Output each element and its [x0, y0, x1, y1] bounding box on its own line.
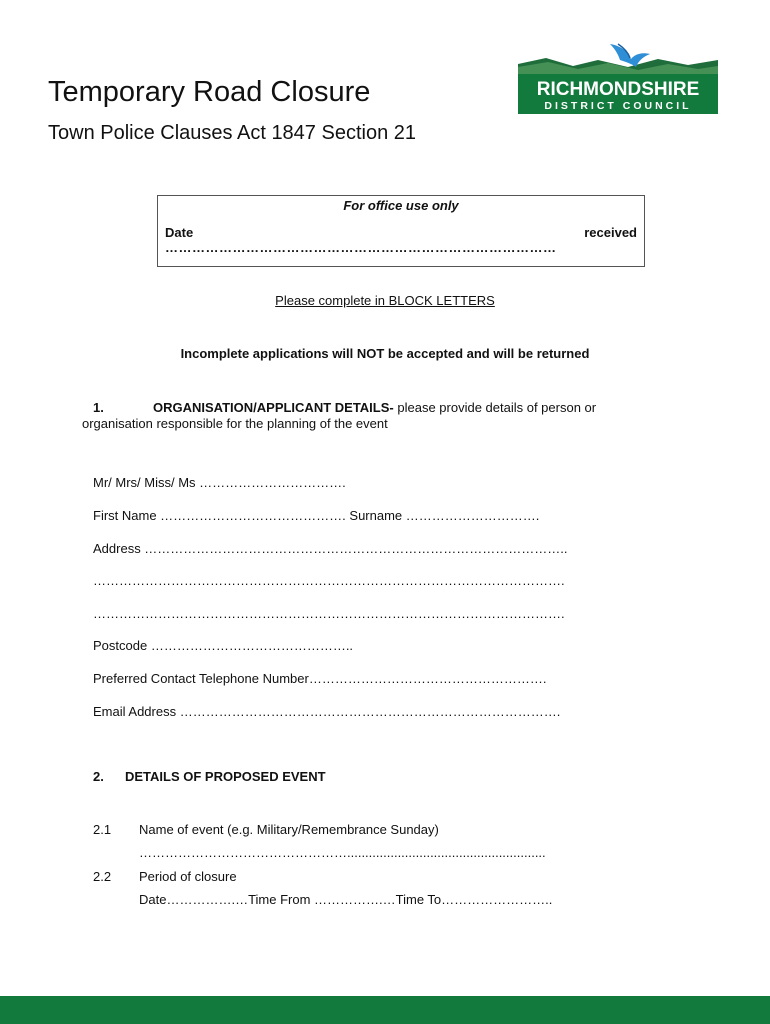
- item-2-2-number: 2.2: [93, 869, 112, 884]
- phone-field[interactable]: Preferred Contact Telephone Number……………………………………………….: [93, 671, 547, 686]
- email-field[interactable]: Email Address …………………………………………………………………………….: [93, 704, 561, 719]
- office-date-field: ……………………………………………………………………………: [165, 240, 557, 255]
- footer-bar: [0, 996, 770, 1024]
- council-logo: [518, 40, 718, 114]
- office-received-label: received: [584, 225, 637, 240]
- incomplete-warning: Incomplete applications will NOT be accepted and will be returned: [180, 346, 590, 361]
- office-use-box: [157, 195, 645, 267]
- section2-number: 2.: [93, 769, 104, 784]
- event-name-label: Name of event (e.g. Military/Remembrance Sunday): [139, 822, 439, 837]
- address-field-1[interactable]: Address ……………………………………………………………………………………..: [93, 541, 568, 556]
- postcode-field[interactable]: Postcode ………………………………………..: [93, 638, 354, 653]
- section1-heading: [93, 399, 677, 416]
- logo-line2: DISTRICT COUNCIL: [544, 100, 692, 112]
- item-2-1-number: 2.1: [93, 822, 112, 837]
- office-use-heading: For office use only: [343, 198, 459, 213]
- section1-title: ORGANISATION/APPLICANT DETAILS-: [153, 400, 394, 415]
- logo-line1: RICHMONDSHIRE: [536, 79, 700, 100]
- page-subtitle: Town Police Clauses Act 1847 Section 21: [48, 122, 416, 144]
- name-field[interactable]: First Name ……………………………………. Surname ………………………….: [93, 508, 540, 523]
- address-field-2[interactable]: ……………………………………………………………………………………………….: [93, 573, 565, 588]
- section1-number: 1.: [93, 400, 104, 415]
- section1-description-a: please provide details of person or: [393, 400, 597, 415]
- title-field[interactable]: Mr/ Mrs/ Miss/ Ms …………………………….: [93, 475, 346, 490]
- section1-description-b: organisation responsible for the planning of the event: [82, 416, 388, 431]
- section2-heading: [93, 769, 326, 784]
- closure-period-field[interactable]: Date…………….…Time From …………….…Time To……………………..: [139, 892, 553, 907]
- section2-title: DETAILS OF PROPOSED EVENT: [125, 769, 326, 784]
- page-title: Temporary Road Closure: [48, 76, 371, 108]
- event-name-field[interactable]: ………………………………………….......................................................: [139, 845, 546, 860]
- block-letters-note: Please complete in BLOCK LETTERS: [275, 293, 495, 308]
- closure-period-label: Period of closure: [139, 869, 237, 884]
- bird-over-hills-icon: [518, 40, 718, 114]
- office-date-label: Date: [165, 225, 194, 240]
- address-field-3[interactable]: ……………………………………………………………………………………………….: [93, 606, 565, 621]
